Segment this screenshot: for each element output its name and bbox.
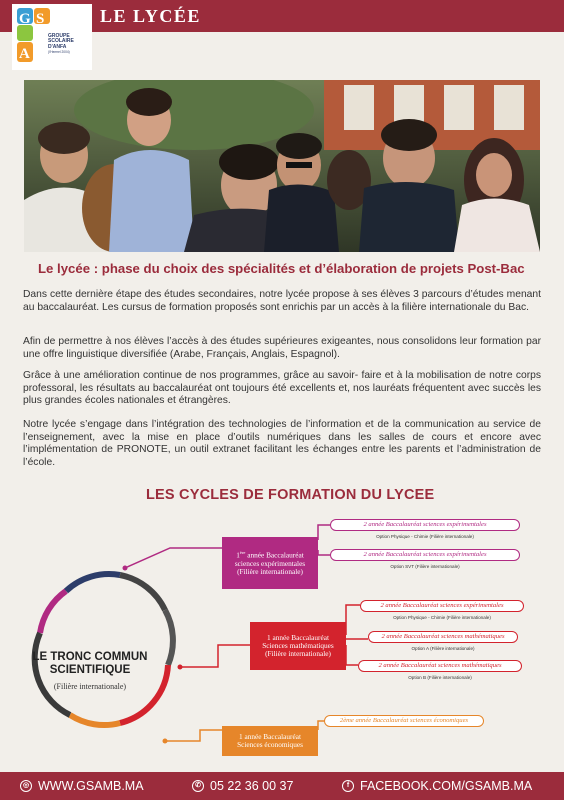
year2-math-option-a: 2 année Baccalauréat sciences mathématiques	[368, 631, 518, 643]
footer-website-text: WWW.GSAMB.MA	[38, 779, 144, 793]
svg-text:A: A	[19, 46, 30, 62]
tronc-commun-line-1: LE TRONC COMMUN	[32, 651, 148, 663]
year1-math-line-1: 1 année Baccalauréat	[267, 632, 329, 642]
logo-caption	[48, 34, 82, 56]
school-logo	[12, 4, 92, 70]
option-physique-chimie: Option Physique - Chimie (Filière internationale)	[376, 534, 474, 539]
svg-text:S: S	[36, 11, 45, 27]
year1-sciences-economiques	[222, 726, 318, 756]
option-b: Option B (Filière internationale)	[408, 675, 472, 680]
branch-line-magenta-up	[318, 525, 330, 540]
tronc-commun-line-2: SCIENTIFIQUE	[49, 664, 131, 676]
logo-line-3: D'ANFA	[48, 43, 67, 50]
option-svt: Option SVT (Filière internationale)	[390, 564, 460, 569]
phone-icon: ✆	[192, 780, 204, 792]
logo-line-2: SCOLAIRE	[48, 38, 74, 45]
ring-segment-orange	[70, 715, 120, 725]
ring-segment-magenta	[40, 591, 66, 633]
branch-line-magenta-down	[318, 550, 330, 555]
intro-paragraph-4: Notre lycée s’engage dans l’intégration des technologies de l’information et de la communication au service de l’enseignement, avec la mise en place d’outils numériques dans les salles de cours et encore avec l’implémentation de PRONOTE, un outil extranet facilitant les échanges entre les parents et l’administration de l’école.	[23, 419, 541, 469]
tronc-commun-sub: (Filière internationale)	[53, 682, 127, 691]
students-photo-illustration	[24, 80, 540, 252]
branch-line-magenta	[125, 548, 226, 568]
year2-se-physique-chimie: 2 année Baccalauréat sciences expérimentales	[330, 519, 520, 531]
footer-website[interactable]	[20, 778, 144, 794]
intro-paragraph-1: Dans cette dernière étape des études secondaires, notre lycée propose à ses élèves 3 parcours d’études menant au baccalauréat. Les cursus de formation proposés sont enrichis par un accès à la filière internationale du Bac.	[23, 289, 541, 313]
cycles-title: LES CYCLES DE FORMATION DU LYCEE	[146, 487, 435, 503]
intro-paragraph-3: Grâce à une amélioration continue de nos programmes, grâce au savoir- faire et à la mobilisation de notre corps professoral, les résultats au baccalauréat ont toujours été excellents et, nos lauréats fréquentent avec succès les plus grandes écoles nationales et étrangères.	[23, 370, 541, 407]
page-title: LE LYCÉE	[100, 6, 201, 26]
logo-line-4: (l'Hermel 2004)	[48, 50, 70, 55]
year1-sciences-mathematiques	[250, 622, 346, 670]
branch-line-red-down	[346, 645, 358, 665]
year2-sciences-economiques: 2ème année Baccalauréat sciences économiques	[324, 715, 484, 727]
year1-eco-line-1: 1 année Baccalauréat	[239, 731, 301, 741]
footer-band	[0, 772, 564, 800]
year2-se-svt: 2 année Baccalauréat sciences expérimentales	[330, 549, 520, 561]
year1-math-line-2: Sciences mathématiques	[262, 640, 334, 650]
year1-eco-line-2: Sciences économiques	[237, 740, 303, 749]
footer-phone-text: 05 22 36 00 37	[210, 779, 294, 793]
ring-segment-dark	[120, 575, 165, 610]
facebook-icon: f	[342, 780, 354, 792]
intro-heading: Le lycée : phase du choix des spécialités et d’élaboration de projets Post-Bac	[38, 261, 525, 276]
year1-line-3: (Filière internationale)	[237, 567, 303, 577]
intro-paragraph-2: Afin de permettre à nos élèves l’accès à des études supérieures exigeantes, nous consolidons leur formation par une offre linguistique diversifiée (Arabe, Français, Anglais, Espagnol).	[23, 336, 541, 360]
footer-facebook-text: FACEBOOK.COM/GSAMB.MA	[360, 779, 533, 793]
year1-math-line-3: (Filière internationale)	[265, 649, 331, 659]
branch-line-orange-right	[318, 721, 324, 730]
students-photo	[24, 80, 540, 252]
year1-sup: ère	[239, 550, 246, 556]
branch-line-red	[180, 645, 252, 667]
year1-line-2: sciences expérimentales	[234, 559, 306, 569]
footer-phone[interactable]	[192, 778, 293, 794]
ring-segment-grey	[165, 610, 173, 665]
option-a: Option A (Filière internationale)	[411, 646, 475, 651]
year2-math-option-b: 2 année Baccalauréat sciences mathématiques	[358, 660, 522, 672]
logo-line-1: GROUPE	[48, 33, 70, 39]
tronc-commun-label	[28, 651, 152, 677]
ring-segment-navy	[66, 574, 120, 591]
year1-sciences-experimentales: 1ère année Baccalauréat sciences expérimentales (Filière internationale)	[222, 537, 318, 589]
branch-line-red-up	[346, 605, 360, 635]
option-math-physique-chimie: Option Physique - Chimie (Filière internationale)	[393, 615, 491, 620]
globe-icon: ◎	[20, 780, 32, 792]
year1-line-1: année Baccalauréat	[245, 550, 304, 560]
footer-facebook[interactable]	[342, 778, 532, 794]
year2-math-se-physique-chimie: 2 année Baccalauréat sciences expérimentales	[360, 600, 524, 612]
branch-line-orange	[165, 730, 226, 741]
svg-text:G: G	[19, 11, 31, 27]
logo-letters-icon	[17, 8, 51, 62]
